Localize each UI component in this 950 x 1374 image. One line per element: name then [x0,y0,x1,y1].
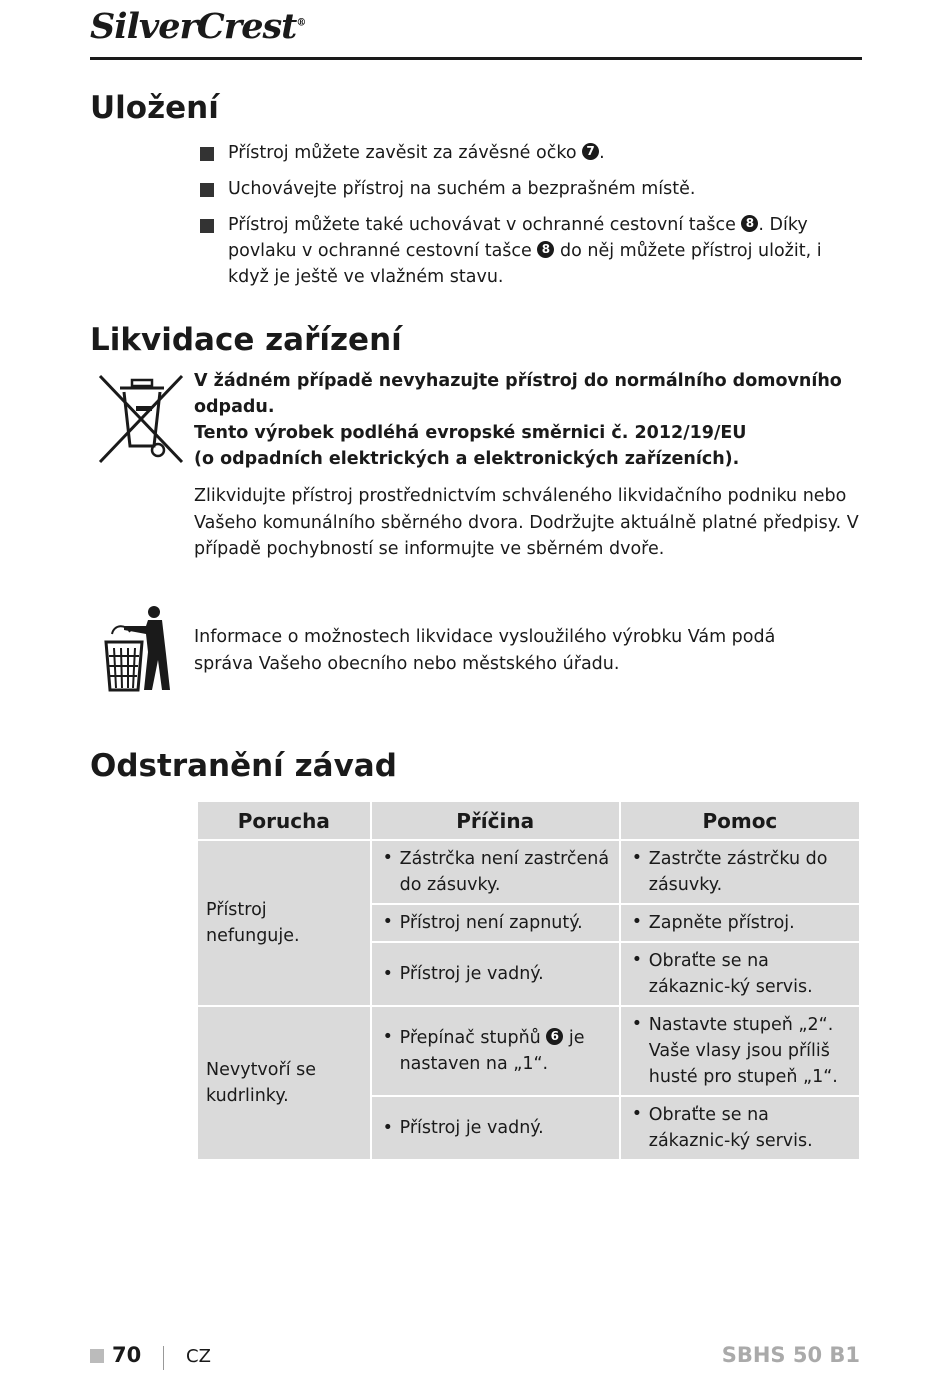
page-number: 70 [112,1343,142,1367]
cause-cell: • Zástrčka není zastrčená do zásuvky. [371,840,620,904]
section-title-storage: Uložení [90,90,219,126]
column-header-cause: Příčina [371,801,620,840]
bullet-square-icon [200,219,214,233]
section-title-troubleshooting: Odstranění závad [90,748,397,784]
column-header-fault: Porucha [197,801,371,840]
header-rule [90,57,862,60]
storage-item-3: Přístroj můžete také uchovávat v ochranné cestovní tašce 8 . Díky povlaku v ochranné cestovní tašce 8 do něj můžete přístroj uložit, i když je ještě ve vlažném stavu. [200,212,858,290]
cause-cell: • Přístroj je vadný. [371,1096,620,1160]
brand-logo: SilverCrest® [90,6,306,47]
help-cell: • Nastavte stupeň „2“. Vaše vlasy jsou příliš husté pro stupeň „1“. [620,1006,860,1096]
bullet-square-icon [200,183,214,197]
disposal-info: Informace o možnostech likvidace vysloužilého výrobku Vám podá správa Vašeho obecního nebo městského úřadu. [194,627,776,674]
part-number-badge: 8 [741,215,758,232]
storage-item-2: Uchovávejte přístroj na suchém a bezprašném místě. [200,176,878,202]
disposal-paragraph: Zlikvidujte přístroj prostřednictvím schváleného likvidačního podniku nebo Vašeho komunálního sběrného dvora. Dodržujte aktuálně platné předpisy. V případě pochybností se informujte ve sběrném dvoře. [194,486,859,559]
section-title-disposal: Likvidace zařízení [90,322,402,358]
bullet-square-icon [200,147,214,161]
column-header-help: Pomoc [620,801,860,840]
language-code: CZ [186,1346,211,1367]
fault-cell: Přístroj nefunguje. [197,840,371,1006]
litter-bin-person-icon [102,604,174,696]
cause-cell: • Přístroj není zapnutý. [371,904,620,942]
help-cell: • Zastrčte zástrčku do zásuvky. [620,840,860,904]
table-header-row [197,801,860,840]
cause-cell: • Přístroj je vadný. [371,942,620,1006]
footer-square-icon [90,1349,104,1363]
disposal-warning: V žádném případě nevyhazujte přístroj do normálního domovního odpadu. Tento výrobek podléhá evropské směrnici č. 2012/19/EU (o odpadních elektrických a elektronických zařízeních). [194,371,842,469]
table-row [197,1006,860,1096]
storage-item-1: Přístroj můžete zavěsit za závěsné očko 7 . [200,140,878,166]
help-cell: • Obraťte se na zákaznic-ký servis. [620,1096,860,1160]
help-cell: • Zapněte přístroj. [620,904,860,942]
crossed-bin-icon [96,372,188,470]
part-number-badge: 6 [546,1028,563,1045]
part-number-badge: 7 [582,143,599,160]
table-row [197,840,860,904]
model-number: SBHS 50 B1 [721,1343,860,1367]
footer-divider [163,1346,164,1370]
cause-cell: • Přepínač stupňů 6 je nastaven na „1“. [371,1006,620,1096]
part-number-badge: 8 [537,241,554,258]
troubleshooting-table [196,800,861,1161]
fault-cell: Nevytvoří se kudrlinky. [197,1006,371,1160]
help-cell: • Obraťte se na zákaznic-ký servis. [620,942,860,1006]
